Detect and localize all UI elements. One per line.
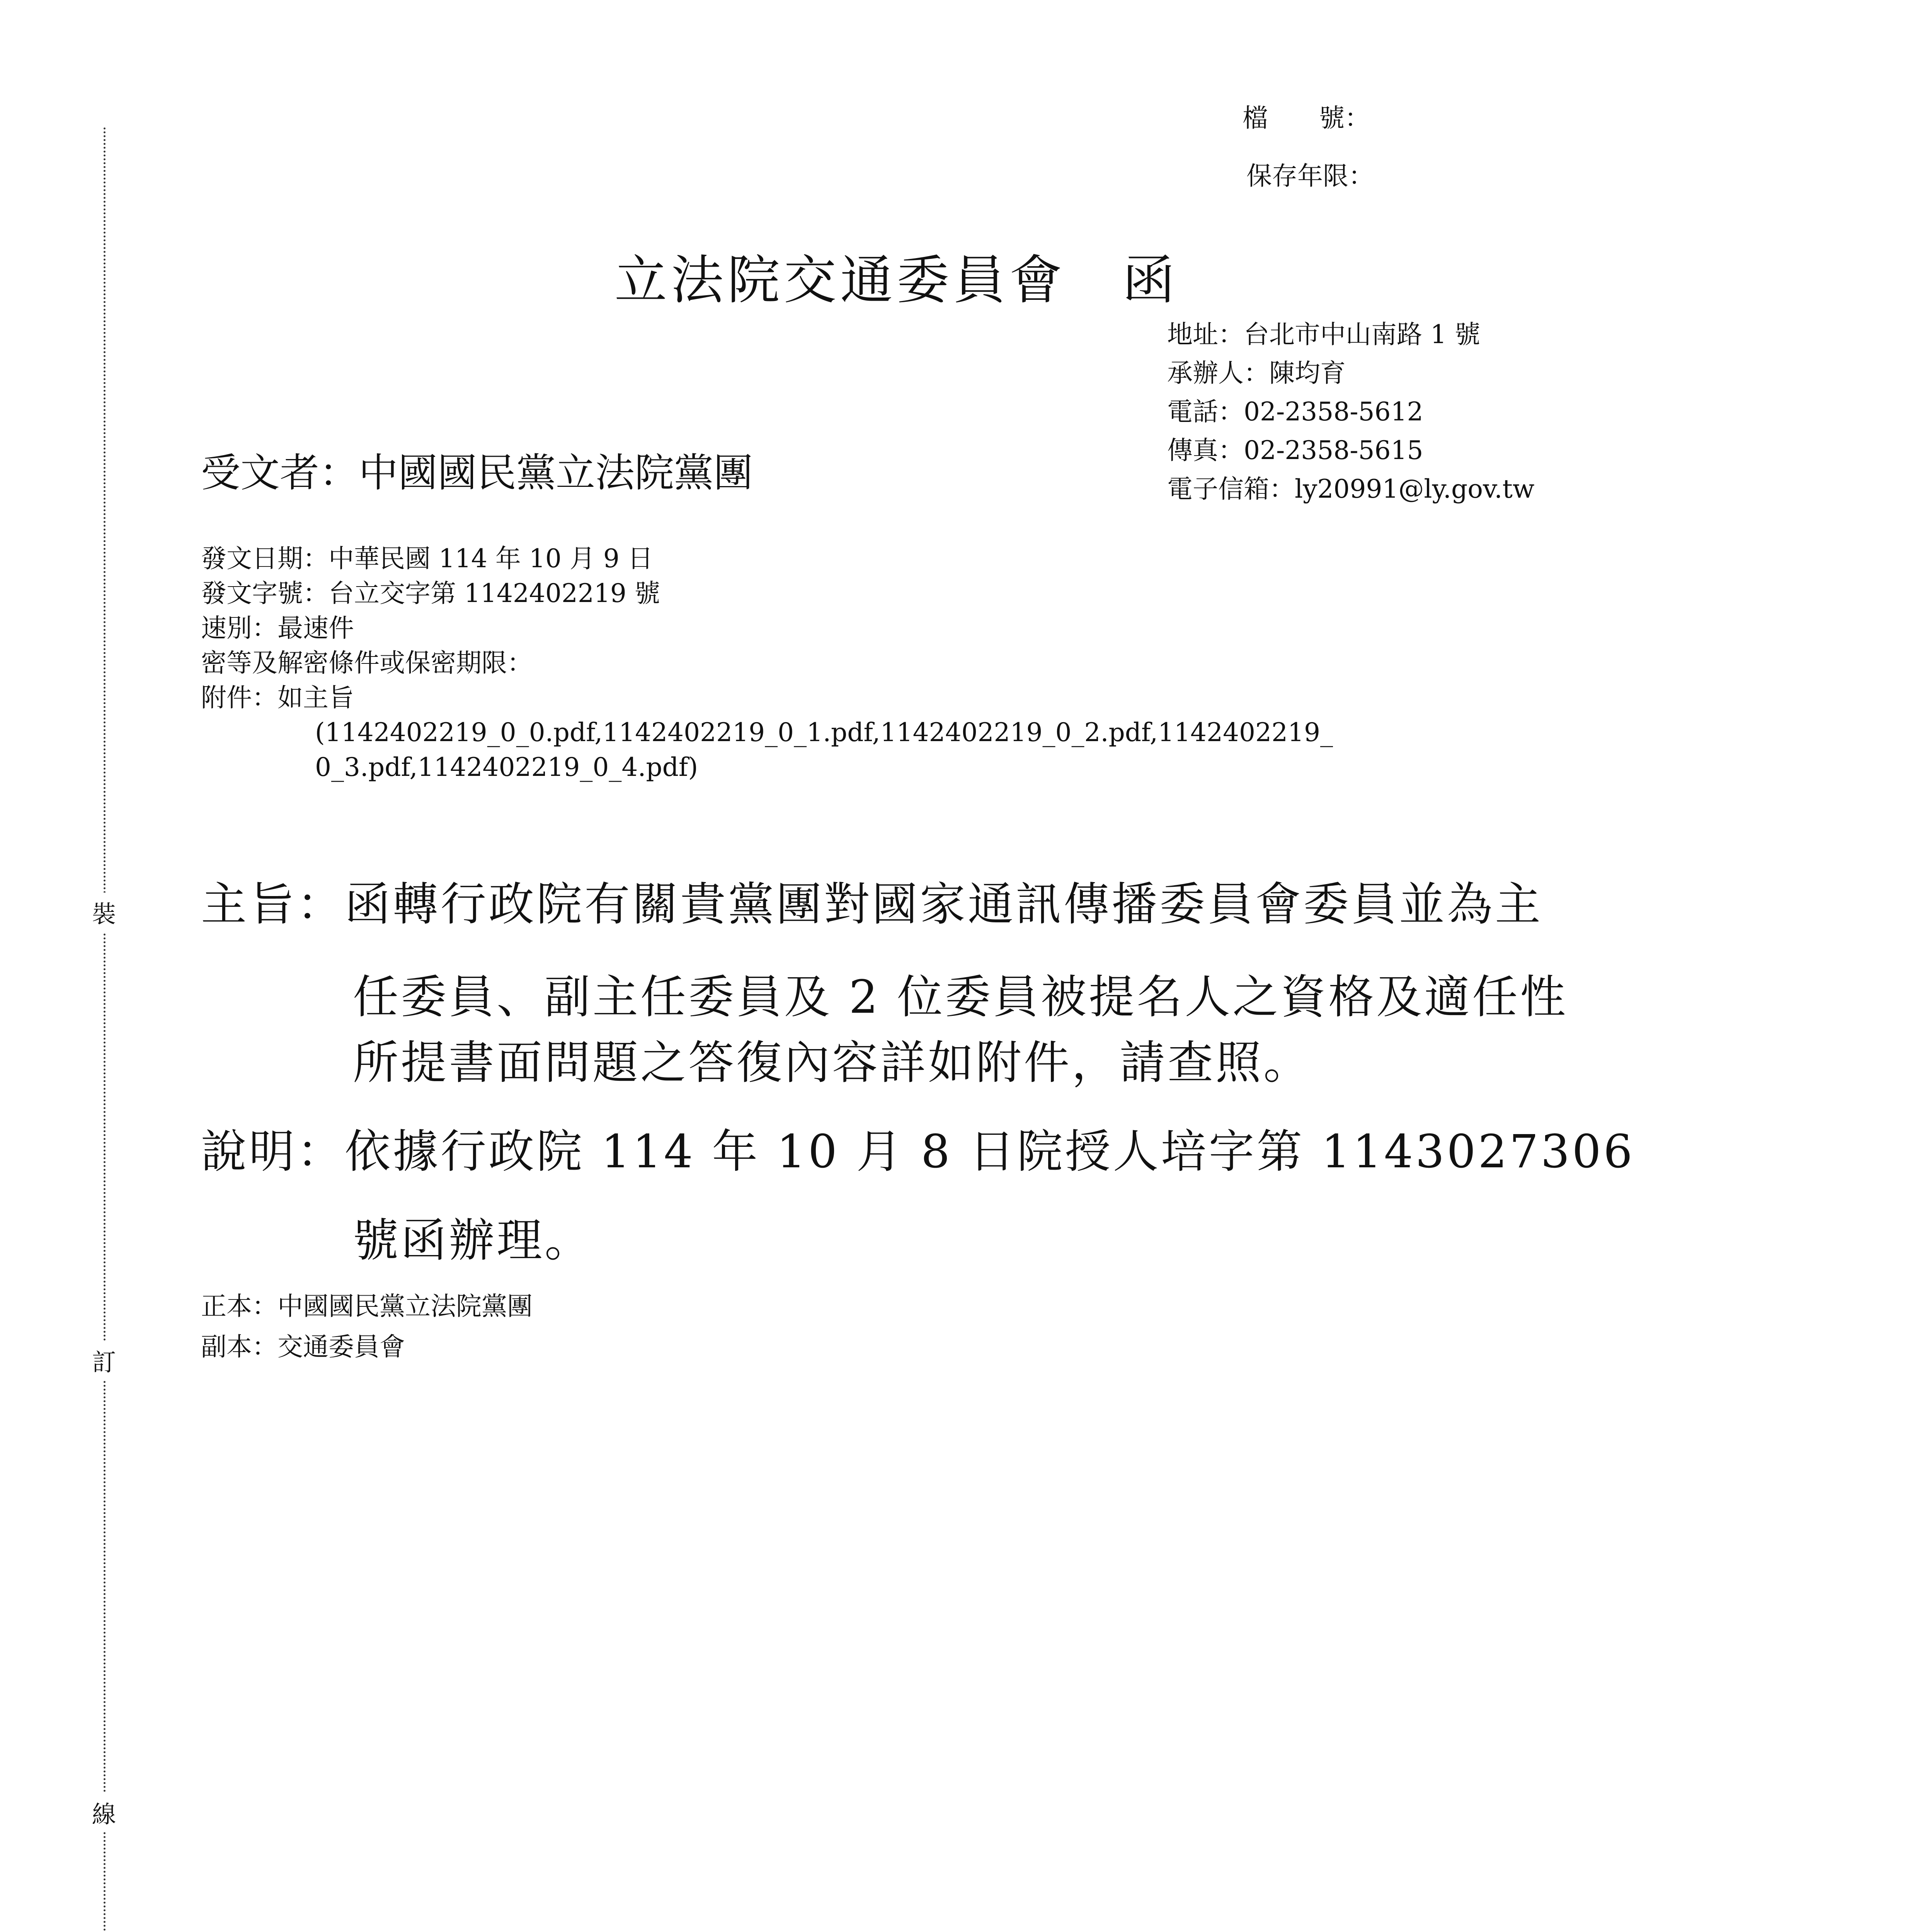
security-classification: 密等及解密條件或保密期限： bbox=[201, 648, 533, 678]
retention-period-label: 保存年限： bbox=[1246, 161, 1374, 191]
binding-mark-ding: 訂 bbox=[92, 1341, 116, 1380]
binding-mark-zhuang: 裝 bbox=[92, 893, 116, 932]
binding-mark-xian: 線 bbox=[92, 1793, 116, 1832]
subject-line-2: 任委員、副主任委員及 2 位委員被提名人之資格及適任性 bbox=[353, 970, 1568, 1024]
recipient: 受文者：中國國民黨立法院黨團 bbox=[201, 450, 753, 496]
attachment-file-list-line-2[interactable]: 0_3.pdf,1142402219_0_4.pdf) bbox=[315, 752, 698, 782]
explanation-line-1: 說明：依據行政院 114 年 10 月 8 日院授人培字第 1143027306 bbox=[201, 1125, 1635, 1178]
attachment-file-list-line-1[interactable]: (1142402219_0_0.pdf,1142402219_0_1.pdf,1142402219_0_2.pdf,1142402219_ bbox=[315, 718, 1333, 747]
copy-recipient: 副本：交通委員會 bbox=[201, 1332, 405, 1362]
binding-margin-line bbox=[104, 128, 106, 1932]
subject-line-3: 所提書面問題之答復內容詳如附件，請查照。 bbox=[353, 1036, 1312, 1089]
explanation-line-2: 號函辦理。 bbox=[353, 1214, 593, 1267]
file-number-label: 檔 號： bbox=[1243, 103, 1370, 133]
issue-date: 發文日期：中華民國 114 年 10 月 9 日 bbox=[201, 544, 653, 573]
contact-fax: 傳真：02-2358-5615 bbox=[1167, 435, 1423, 465]
document-title: 立法院交通委員會 函 bbox=[615, 250, 1179, 311]
contact-phone: 電話：02-2358-5612 bbox=[1167, 397, 1423, 427]
document-number: 發文字號：台立交字第 1142402219 號 bbox=[201, 578, 660, 608]
attachment-label: 附件：如主旨 bbox=[201, 683, 354, 713]
contact-address: 地址：台北市中山南路 1 號 bbox=[1167, 320, 1480, 349]
subject-line-1: 主旨：函轉行政院有關貴黨團對國家通訊傳播委員會委員並為主 bbox=[201, 878, 1543, 931]
contact-email: 電子信箱：ly20991@ly.gov.tw bbox=[1167, 474, 1535, 504]
contact-handler: 承辦人：陳均育 bbox=[1167, 358, 1346, 388]
delivery-speed: 速別：最速件 bbox=[201, 613, 354, 643]
original-recipient: 正本：中國國民黨立法院黨團 bbox=[201, 1291, 533, 1321]
